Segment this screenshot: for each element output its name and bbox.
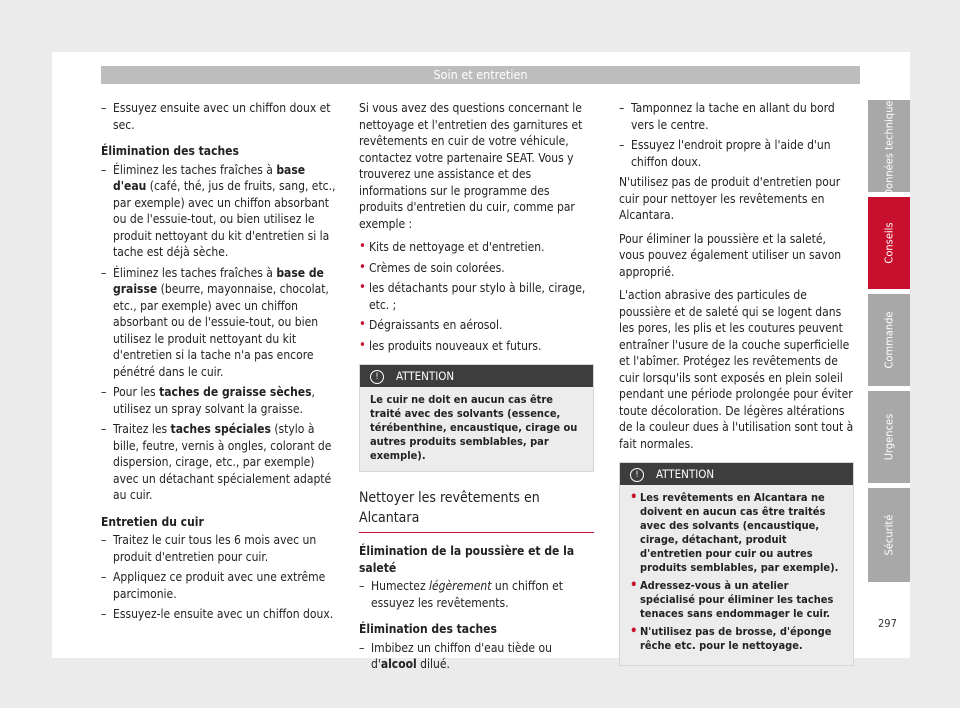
tab-label: Urgences (882, 413, 896, 461)
instruction-item (359, 578, 594, 611)
list-item: • Dégraissants en aérosol. (359, 317, 594, 334)
tab-urgences[interactable] (868, 391, 910, 483)
list-item: • Les revêtements en Alcantara ne doivent en aucun cas être traités avec des solvants (encaustique, cirage, détachant, produit d'entretien pour cuir ou autres produits semblables, par exemple). (630, 491, 845, 575)
tab-label: Sécurité (882, 514, 896, 556)
page-number: 297 (878, 617, 897, 630)
instruction-text: (beurre, mayonnaise, chocolat, etc., par exemple) avec un chiffon absorbant ou de l'essuie-tout, ou bien utilisez le produit nettoyant du kit d'entretien si la tache n'a pas encore pénétré dans le cuir. (113, 282, 329, 379)
attention-box (619, 462, 854, 666)
section-heading: Élimination des taches (359, 622, 497, 636)
instruction-item: – Essuyez l'endroit propre à l'aide d'un chiffon doux. (619, 137, 854, 170)
instruction-text: Essuyez-le ensuite avec un chiffon doux. (113, 607, 334, 621)
instruction-text: Imbibez un chiffon d'eau tiède ou d' (371, 640, 552, 671)
instruction-emphasis: base de graisse (113, 265, 324, 296)
list-item: • Kits de nettoyage et d'entretien. (359, 239, 594, 256)
instruction-text: (café, thé, jus de fruits, sang, etc., par exemple) avec un chiffon absorbant ou de l'essuie-tout, ou bien utilisez le produit nettoyant du kit d'entretien si la tache est déjà sèche. (113, 179, 336, 259)
attention-list (620, 485, 853, 665)
section-heading: Élimination de la poussière et de la saleté (359, 544, 575, 575)
tab-conseils[interactable] (868, 197, 910, 289)
attention-box (359, 364, 594, 472)
page-header (101, 66, 860, 84)
instruction-text: un chiffon et essuyez les revêtements. (371, 579, 564, 610)
warning-icon: ! (630, 468, 644, 482)
instruction-text: Humectez (371, 579, 430, 593)
tab-securite[interactable] (868, 488, 910, 582)
tab-label: Conseils (882, 222, 896, 264)
warning-icon: ! (370, 370, 384, 384)
instruction-text: , utilisez un spray solvant la graisse. (113, 385, 315, 416)
attention-label: ATTENTION (396, 369, 455, 383)
instruction-item (101, 162, 336, 261)
instruction-item (101, 532, 336, 565)
attention-text: Le cuir ne doit en aucun cas être traité avec des solvants (essence, térébenthine, encaustique, cirage ou autres produits semblables, par exemple). (370, 393, 578, 462)
instruction-text: (stylo à bille, feutre, vernis à ongles, colorant de dispersion, cirage, etc., par exemple) avec un détachant spécialement adapté au cuir. (113, 422, 332, 502)
instruction-text: Pour les (113, 385, 160, 399)
list-item: • Crèmes de soin colorées. (359, 260, 594, 277)
instruction-item (101, 569, 336, 602)
instruction-item (101, 421, 336, 504)
instruction-text: Appliquez ce produit avec une extrême parcimonie. (113, 570, 326, 601)
instruction-item: – Tamponnez la tache en allant du bord vers le centre. (619, 100, 854, 133)
paragraph: N'utilisez pas de produit d'entretien pour cuir pour nettoyer les revêtements en Alcantara. (619, 175, 841, 222)
instruction-text: dilué. (416, 657, 450, 671)
column-2 (359, 100, 594, 677)
instruction-text: Traitez les (113, 422, 171, 436)
section-title: Nettoyer les revêtements en Alcantara (359, 488, 594, 533)
column-1 (101, 100, 336, 627)
attention-header (360, 365, 593, 387)
list-item: • les détachants pour stylo à bille, cirage, etc. ; (359, 280, 594, 313)
instruction-item (101, 100, 336, 133)
page-header-title: Soin et entretien (433, 67, 528, 82)
section-heading: Élimination des taches (101, 144, 239, 158)
instruction-item (359, 640, 594, 673)
instruction-item (101, 606, 336, 623)
instruction-text: Éliminez les taches fraîches à (113, 265, 277, 280)
paragraph: Si vous avez des questions concernant le nettoyage et l'entretien des garnitures et revêtements en cuir de votre véhicule, contactez votre partenaire SEAT. Vous y trouverez une assistance et des informations sur le programme des produits d'entretien du cuir, comme par exemple : (359, 101, 583, 231)
column-3 (619, 100, 854, 666)
tab-label: Données techniques (882, 95, 896, 197)
instruction-text: Éliminez les taches fraîches à (113, 162, 277, 177)
instruction-emphasis: alcool (380, 657, 417, 671)
list-item: • Adressez-vous à un atelier spécialisé pour éliminer les taches tenaces sans endommager le cuir. (630, 579, 845, 621)
instruction-emphasis: légèrement (429, 579, 492, 593)
instruction-item (101, 384, 336, 417)
tab-commande[interactable] (868, 294, 910, 386)
attention-label: ATTENTION (656, 467, 715, 481)
instruction-emphasis: base d'eau (113, 162, 306, 193)
attention-header (620, 463, 853, 485)
instruction-emphasis: taches de graisse sèches (159, 385, 312, 399)
paragraph: Pour éliminer la poussière et la saleté, vous pouvez également utiliser un savon approprié. (619, 231, 842, 279)
instruction-item (101, 265, 336, 381)
instruction-text: Traitez le cuir tous les 6 mois avec un produit d'entretien pour cuir. (113, 533, 317, 564)
tab-label: Commande (882, 311, 896, 369)
list-item: • N'utilisez pas de brosse, d'éponge rêche etc. pour le nettoyage. (630, 625, 845, 653)
instruction-emphasis: taches spéciales (170, 422, 271, 436)
tab-donnees-techniques[interactable] (868, 95, 910, 197)
paragraph: L'action abrasive des particules de poussière et de saleté qui se logent dans les pores, les plis et les coutures peuvent entraîner l'usure de la couche superficielle et l'abîmer. Protégez les revêtements de cuir lorsqu'ils sont exposés en plein soleil pendant une période prolongée pour éviter toute décoloration. De légères altérations de la couleur dues à l'utilisation sont tout à fait normales. (619, 288, 854, 451)
instruction-text: Essuyez ensuite avec un chiffon doux et sec. (113, 101, 331, 132)
list-item: • les produits nouveaux et futurs. (359, 338, 594, 355)
section-heading: Entretien du cuir (101, 514, 204, 529)
